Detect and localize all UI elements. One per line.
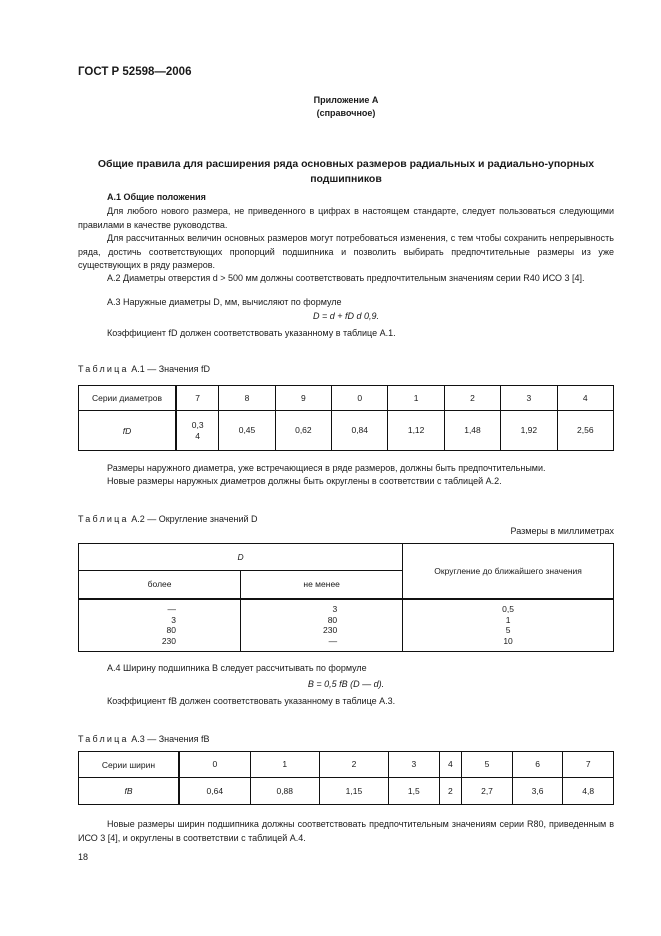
- row-label: Серии ширин: [79, 752, 180, 778]
- table-cell: —: [167, 604, 176, 615]
- table-cell: 10: [503, 635, 513, 646]
- table-cell: 5: [505, 625, 511, 636]
- appendix-title: Приложение А: [313, 95, 379, 105]
- table-row: [79, 386, 614, 411]
- caption-prefix: Таблица: [78, 734, 129, 744]
- table-cell: 1,5: [389, 778, 440, 805]
- caption-text: А.1 — Значения fD: [131, 364, 211, 374]
- table-cell: 5: [462, 752, 513, 778]
- table-cell: 230: [161, 635, 176, 646]
- row-label: fB: [79, 778, 180, 805]
- table-row: [79, 778, 614, 805]
- section-title-line1: Общие правила для расширения ряда основных размеров радиальных и радиально-упорных: [97, 158, 595, 170]
- header-more: более: [79, 571, 241, 599]
- a4-coef: Коэффициент fB должен соответствовать указанному в таблице А.3.: [107, 696, 396, 706]
- a4-paragraph: А.4 Ширину подшипника B следует рассчитывать по формуле: [107, 663, 367, 673]
- col-not-less-values: [313, 604, 337, 646]
- table-cell: 0,84: [332, 411, 388, 451]
- appendix-subtitle: (справочное): [316, 108, 376, 118]
- caption-text: А.2 — Округление значений D: [131, 514, 258, 524]
- table-cell: 0,64: [179, 778, 250, 805]
- table-cell: —: [328, 635, 338, 646]
- a1-heading: А.1 Общие положения: [107, 192, 206, 202]
- table-row: [79, 752, 614, 778]
- table-cell: 80: [166, 625, 176, 636]
- table-cell: 0,45: [219, 411, 275, 451]
- units-note: Размеры в миллиметрах: [510, 526, 614, 536]
- table-cell: 0,88: [250, 778, 319, 805]
- table-cell: 1,15: [319, 778, 388, 805]
- table-cell: 3: [171, 614, 176, 625]
- table-a1: [78, 385, 614, 451]
- row-label: fD: [79, 411, 177, 451]
- table-cell: 7: [176, 386, 219, 411]
- a2-paragraph: А.2 Диаметры отверстия d > 500 мм должны соответствовать предпочтительным значениям серии R40 ИСО 3 [4].: [107, 273, 585, 283]
- table1-caption: [78, 364, 210, 374]
- formula-b: B = 0,5 fB (D — d).: [307, 679, 385, 689]
- table-cell: 230: [322, 625, 338, 636]
- table-cell: 4: [439, 752, 462, 778]
- after-t1-p2: Новые размеры наружных диаметров должны быть округлены в соответствии с таблицей А.2.: [107, 476, 502, 486]
- caption-prefix: Таблица: [78, 364, 129, 374]
- header-not-less: не менее: [241, 571, 403, 599]
- row-label: Серии диаметров: [79, 386, 177, 411]
- table-cell: 7: [563, 752, 614, 778]
- table-cell: 4: [557, 386, 613, 411]
- header-d: D: [79, 544, 403, 571]
- col-rounding-values: [403, 604, 613, 646]
- table-cell: 0: [179, 752, 250, 778]
- table-cell: 9: [275, 386, 331, 411]
- table-cell: 1: [388, 386, 444, 411]
- header-rounding: Округление до ближайшего значения: [403, 544, 614, 599]
- table-cell: 8: [219, 386, 275, 411]
- table-cell: 1,12: [388, 411, 444, 451]
- table-cell: 0,5: [502, 604, 514, 615]
- table-a3: [78, 751, 614, 805]
- table-cell: 3: [332, 604, 338, 615]
- table-cell: 1,48: [444, 411, 500, 451]
- page-number: 18: [78, 852, 89, 862]
- table-cell: 0,3 4: [176, 411, 219, 451]
- table-cell: 80: [327, 614, 338, 625]
- a3-paragraph: А.3 Наружные диаметры D, мм, вычисляют по формуле: [107, 297, 342, 307]
- document-number: ГОСТ Р 52598—2006: [78, 66, 192, 78]
- table-cell: 3: [501, 386, 557, 411]
- table-cell: 2: [444, 386, 500, 411]
- table2-caption: [78, 514, 258, 524]
- table-cell: 6: [512, 752, 563, 778]
- table-cell: 2: [319, 752, 388, 778]
- table-cell: 0: [332, 386, 388, 411]
- a1-paragraph-1: Для любого нового размера, не приведенного в цифрах в настоящем стандарте, следует пользоваться следующими правилами в качестве руководства.: [78, 206, 614, 230]
- table-cell: 2: [439, 778, 462, 805]
- table3-caption: [78, 734, 210, 744]
- formula-d: D = d + fD d 0,9.: [312, 311, 380, 321]
- caption-text: А.3 — Значения fB: [131, 734, 210, 744]
- table-cell: 1: [250, 752, 319, 778]
- table-a2: [78, 543, 614, 652]
- table-cell: 0,62: [275, 411, 331, 451]
- table-cell: 3: [389, 752, 440, 778]
- col-more-values: [152, 604, 176, 646]
- table-cell: 3,6: [512, 778, 563, 805]
- a3-coef: Коэффициент fD должен соответствовать указанному в таблице А.1.: [107, 328, 396, 338]
- table-cell: 2,56: [557, 411, 613, 451]
- table-cell: 1,92: [501, 411, 557, 451]
- after-t1-p1: Размеры наружного диаметра, уже встречающиеся в ряде размеров, должны быть предпочтительными.: [107, 463, 546, 473]
- table-cell: 1: [505, 614, 511, 625]
- table-cell: 2,7: [462, 778, 513, 805]
- final-paragraph: Новые размеры ширин подшипника должны соответствовать предпочтительным значениям серии R80, приведенным в ИСО 3 [4], и округлены в соответствии с таблицей А.4.: [78, 819, 614, 843]
- table-row: [79, 411, 614, 451]
- table-cell: 4,8: [563, 778, 614, 805]
- section-title-line2: подшипников: [310, 173, 382, 185]
- a1-paragraph-2: Для рассчитанных величин основных размеров могут потребоваться изменения, с тем чтобы сохранить непрерывность ряда, достичь соответствующих пропорций подшипника и позволить выбирать предпочтительные размеры из уже существующих в ряду размеров.: [78, 233, 614, 270]
- caption-prefix: Таблица: [78, 514, 129, 524]
